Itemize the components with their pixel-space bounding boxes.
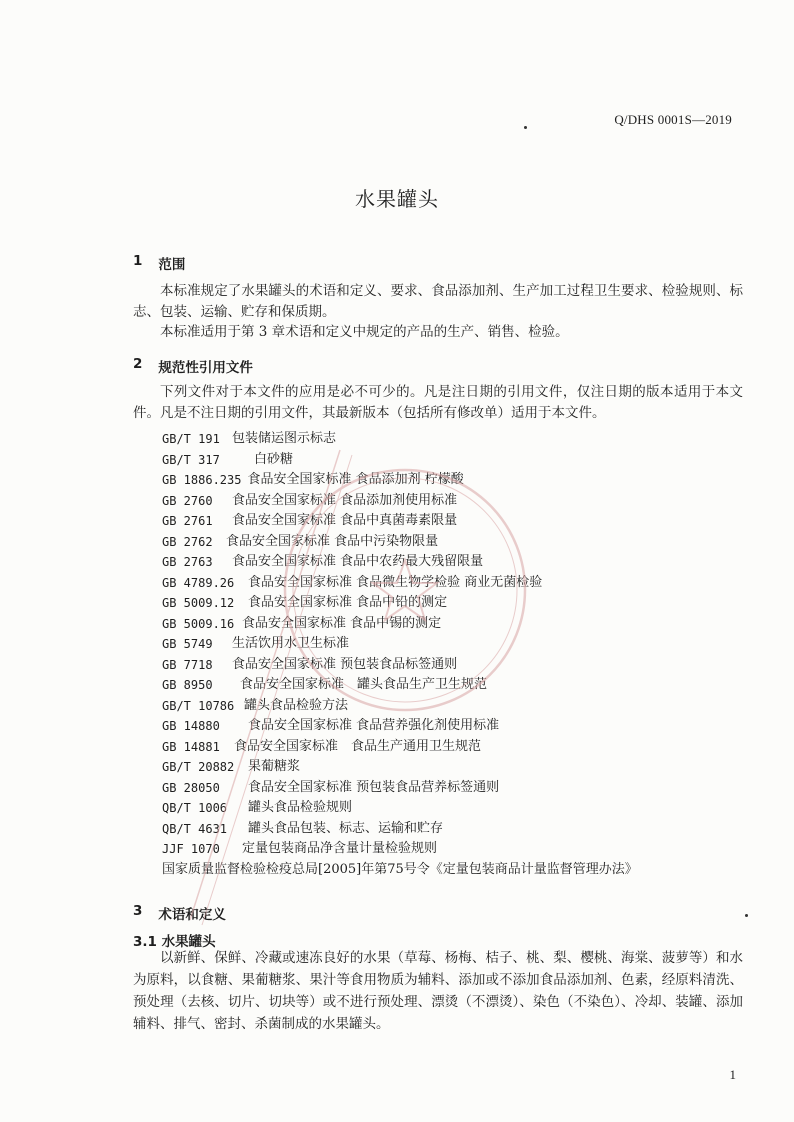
reference-name: 食品安全国家标准 食品营养强化剂使用标准: [248, 718, 500, 733]
reference-code: GB 2762: [162, 534, 213, 549]
reference-item: [162, 675, 638, 696]
reference-code: GB 2763: [162, 555, 213, 569]
scope-paragraph: 本标准规定了水果罐头的术语和定义、要求、食品添加剂、生产加工过程卫生要求、检验规则、标志、包装、运输、贮存和保质期。: [133, 283, 743, 320]
reference-name: 食品安全国家标准 预包装食品营养标签通则: [248, 779, 500, 795]
reference-item: [162, 532, 638, 553]
section-number: 1: [133, 253, 143, 269]
section-title: 范围: [158, 257, 186, 273]
reference-code: GB 14881: [162, 739, 220, 754]
reference-item: [162, 573, 638, 594]
reference-code: QB/T 1006: [162, 801, 228, 815]
reference-name: 食品安全国家标准 食品添加剂使用标准: [232, 492, 458, 508]
reference-item: [162, 757, 638, 778]
reference-name: 食品安全国家标准 食品中污染物限量: [226, 533, 439, 549]
section-heading-references: [133, 356, 253, 376]
page-number: 1: [729, 1067, 736, 1082]
section-heading-terms: [133, 903, 226, 923]
reference-code: GB 4789.26: [162, 575, 235, 590]
reference-code: GB/T 20882: [162, 760, 235, 774]
reference-name: 食品安全国家标准 食品中锡的测定: [242, 615, 442, 631]
reference-code: GB 7718: [162, 657, 213, 672]
reference-item: [162, 655, 638, 676]
subsection-number: 3.1: [133, 934, 157, 950]
reference-code: QB/T 4631: [162, 821, 228, 836]
reference-name: 食品安全国家标准 食品生产通用卫生规范: [234, 738, 482, 754]
reference-name: 食品安全国家标准 食品中农药最大残留限量: [232, 554, 484, 569]
reference-item: [162, 470, 638, 491]
reference-item: [162, 450, 638, 471]
reference-name: 白砂糖: [254, 451, 294, 467]
reference-item: [162, 593, 638, 614]
scope-paragraph: 本标准适用于第 3 章术语和定义中规定的产品的生产、销售、检验。: [160, 324, 569, 340]
reference-name: 定量包装商品净含量计量检验规则: [242, 841, 438, 856]
section-title: 术语和定义: [158, 907, 226, 923]
scan-speck: [745, 914, 748, 917]
document-code: Q/DHS 0001S—2019: [614, 112, 732, 127]
reference-name: 食品安全国家标准 食品微生物学检验 商业无菌检验: [248, 574, 543, 590]
reference-list: [162, 429, 638, 880]
reference-name: 罐头食品检验方法: [244, 697, 349, 713]
reference-code: GB 1886.235: [162, 473, 242, 487]
reference-item: [162, 778, 638, 799]
reference-item: [162, 614, 638, 635]
reference-code: GB/T 317: [162, 452, 220, 467]
reference-item: [162, 696, 638, 717]
reference-code: GB 14880: [162, 719, 220, 733]
reference-item: [162, 798, 638, 819]
reference-item: [162, 511, 638, 532]
reference-item: [162, 552, 638, 573]
reference-code: GB 2761: [162, 514, 213, 528]
reference-name: 食品安全国家标准 食品中真菌毒素限量: [232, 513, 458, 528]
reference-code: GB 2760: [162, 493, 213, 508]
reference-item: [162, 860, 638, 881]
reference-item: [162, 716, 638, 737]
reference-code: GB 5749: [162, 637, 213, 651]
reference-name: 食品安全国家标准 预包装食品标签通则: [232, 656, 458, 672]
section-number: 2: [133, 356, 143, 372]
reference-code: GB 5009.12: [162, 596, 235, 610]
reference-name: 罐头食品检验规则: [248, 800, 353, 815]
reference-name: 包装储运图示标志: [232, 431, 337, 446]
reference-name: 罐头食品包装、标志、运输和贮存: [248, 820, 444, 836]
reference-item: [162, 819, 638, 840]
reference-code: GB/T 191: [162, 432, 220, 446]
section-number: 3: [133, 903, 143, 919]
reference-item: [162, 839, 638, 860]
term-definition: 以新鲜、保鲜、冷藏或速冻良好的水果（草莓、杨梅、桔子、桃、梨、樱桃、海棠、菠萝等）和水为原料，以食糖、果葡糖浆、果汁等食用物质为辅料、添加或不添加食品添加剂、色素，经原料清洗、预处理（去核、切片、切块等）或不进行预处理、漂烫（不漂烫）、染色（不染色）、冷却、装罐、添加辅料、排气、密封、杀菌制成的水果罐头。: [133, 950, 743, 1032]
reference-item: [162, 634, 638, 655]
section-title: 规范性引用文件: [158, 360, 253, 376]
reference-code: GB 28050: [162, 780, 220, 795]
reference-name: 食品安全国家标准 食品添加剂 柠檬酸: [247, 472, 464, 487]
reference-name: 国家质量监督检验检疫总局[2005]年第75号令《定量包装商品计量监督管理办法》: [162, 861, 638, 877]
reference-name: 食品安全国家标准 食品中铅的测定: [248, 595, 448, 610]
reference-code: JJF 1070: [162, 842, 220, 856]
reference-item: [162, 429, 638, 450]
scan-speck: [524, 126, 527, 129]
reference-code: GB/T 10786: [162, 698, 235, 713]
document-title: 水果罐头: [355, 187, 439, 211]
reference-name: 生活饮用水卫生标准: [232, 636, 350, 651]
reference-code: GB 8950: [162, 678, 213, 692]
reference-name: 果葡糖浆: [248, 759, 301, 774]
section-heading-scope: [133, 253, 185, 273]
reference-item: [162, 491, 638, 512]
reference-name: 食品安全国家标准 罐头食品生产卫生规范: [240, 677, 488, 692]
references-intro: 下列文件对于本文件的应用是必不可少的。凡是注日期的引用文件，仅注日期的版本适用于本文件。凡是不注日期的引用文件，其最新版本（包括所有修改单）适用于本文件。: [133, 384, 743, 421]
subsection-title: 水果罐头: [161, 934, 216, 950]
reference-item: [162, 737, 638, 758]
reference-code: GB 5009.16: [162, 616, 235, 631]
